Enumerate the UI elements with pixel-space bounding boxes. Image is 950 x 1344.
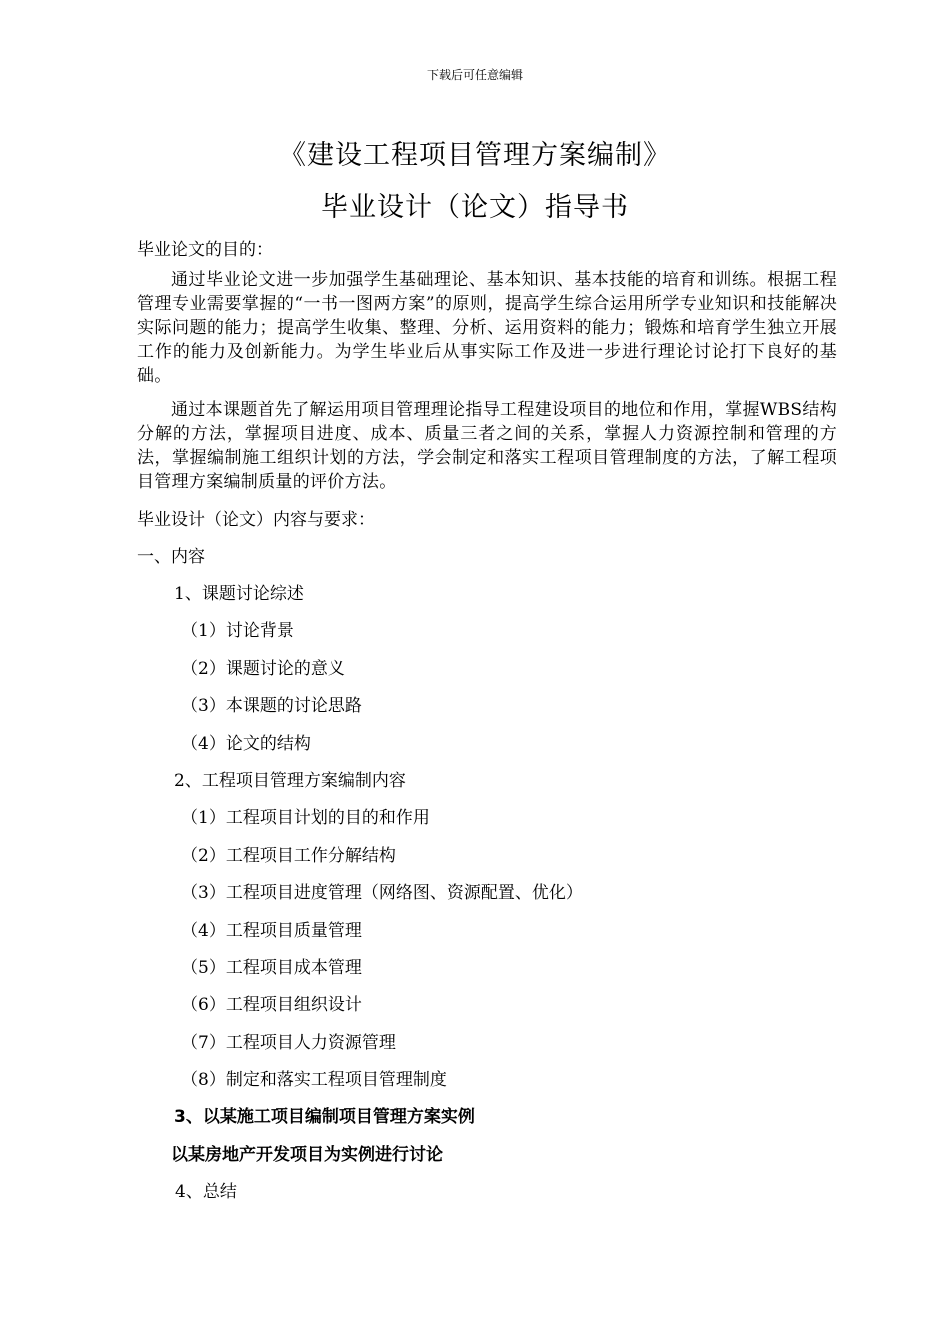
- outline-item: （3）工程项目进度管理（网络图、资源配置、优化）: [181, 883, 583, 904]
- outline-item: 1、课题讨论综述: [174, 584, 304, 604]
- outline-item: 4、总结: [175, 1182, 237, 1203]
- section-heading-content: 一、内容: [137, 547, 205, 567]
- outline-item: （1）工程项目计划的目的和作用: [181, 808, 430, 829]
- outline-item: （2）课题讨论的意义: [181, 658, 345, 679]
- outline-item: （8）制定和落实工程项目管理制度: [181, 1070, 447, 1091]
- requirements-heading: 毕业设计（论文）内容与要求：: [137, 510, 375, 530]
- purpose-paragraph-1: 通过毕业论文进一步加强学生基础理论、基本知识、基本技能的培育和训练。根据工程管理专业需要掌握的“一书一图两方案”的原则，提高学生综合运用所学专业知识和技能解决实际问题的能力；提高学生收集、整理、分析、运用资料的能力；锻炼和培育学生独立开展工作的能力及创新能力。为学生毕业后从事实际工作及进一步进行理论讨论打下良好的基础。: [137, 270, 837, 386]
- outline-item: （1）讨论背景: [181, 621, 294, 642]
- outline-item: 2、工程项目管理方案编制内容: [174, 770, 406, 791]
- content-outline-list: [137, 584, 837, 1220]
- header-note: 下载后可任意编辑: [426, 68, 523, 82]
- purpose-heading: 毕业论文的目的：: [137, 240, 273, 260]
- outline-item: （5）工程项目成本管理: [181, 957, 362, 978]
- document-subtitle: 毕业设计（论文）指导书: [321, 192, 629, 223]
- document-body: [137, 240, 837, 1220]
- outline-item: （4）论文的结构: [181, 733, 311, 754]
- outline-item: 以某房地产开发项目为实例进行讨论: [171, 1144, 443, 1165]
- outline-item: （4）工程项目质量管理: [181, 920, 362, 941]
- outline-item: （7）工程项目人力资源管理: [181, 1032, 396, 1053]
- purpose-paragraph-2: 通过本课题首先了解运用项目管理理论指导工程建设项目的地位和作用，掌握WBS结构分解的方法，掌握项目进度、成本、质量三者之间的关系，掌握人力资源控制和管理的方法，掌握编制施工组织计划的方法，学会制定和落实工程项目管理制度的方法，了解工程项目管理方案编制质量的评价方法。: [137, 400, 837, 492]
- outline-item: （2）工程项目工作分解结构: [181, 845, 396, 866]
- document-title: 《建设工程项目管理方案编制》: [279, 140, 671, 171]
- outline-item: 3、以某施工项目编制项目管理方案实例: [174, 1107, 475, 1128]
- outline-item: （6）工程项目组织设计: [181, 995, 362, 1016]
- outline-item: （3）本课题的讨论思路: [181, 696, 362, 717]
